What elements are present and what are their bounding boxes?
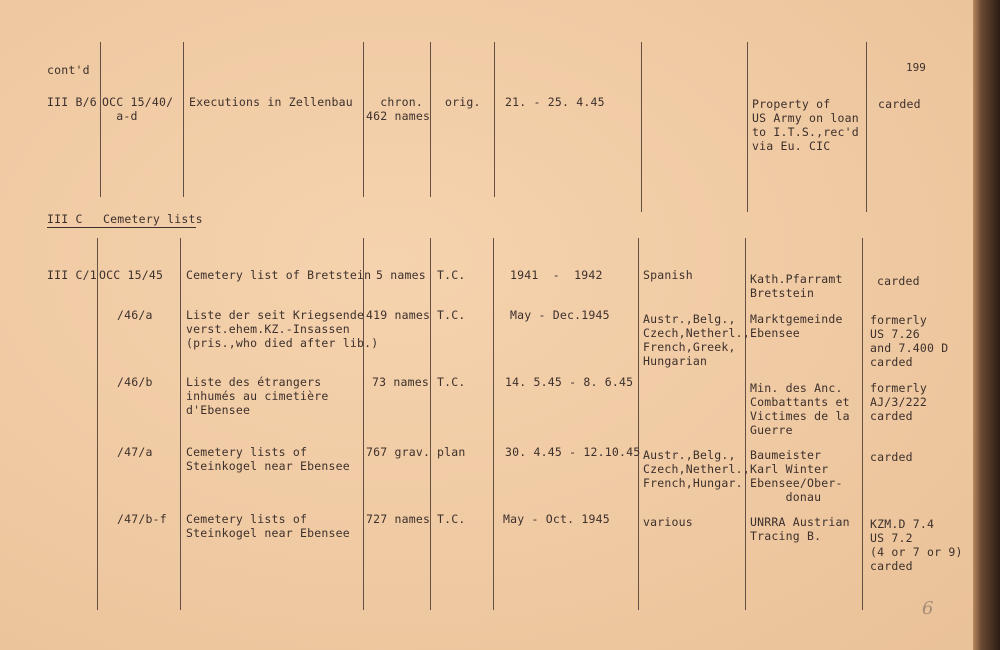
cell-source: Min. des Anc. Combattants et Victimes de la Guerre bbox=[750, 381, 850, 437]
column-rule bbox=[862, 238, 863, 610]
cell-ref: /46/a bbox=[117, 308, 153, 322]
cell-dates: 21. - 25. 4.45 bbox=[505, 95, 605, 109]
column-rule bbox=[97, 238, 98, 610]
cell-extent: 5 names bbox=[376, 268, 426, 282]
column-rule bbox=[745, 238, 746, 610]
cell-ref: OCC 15/40/ a-d bbox=[102, 95, 174, 123]
column-rule bbox=[183, 42, 184, 197]
section-underline bbox=[47, 227, 196, 228]
cell-notes: KZM.D 7.4 US 7.2 (4 or 7 or 9) carded bbox=[870, 517, 963, 573]
handwritten-mark: 6 bbox=[922, 598, 934, 619]
cell-extent: 419 names bbox=[366, 308, 431, 322]
cell-desc: Liste des étrangers inhumés au cimetière d'Ebensee bbox=[186, 375, 329, 417]
cell-lang: Austr.,Belg., Czech,Netherl., French,Greek, Hungarian bbox=[643, 312, 750, 368]
cell-id: III B/6 bbox=[47, 95, 97, 109]
cell-type: T.C. bbox=[437, 308, 466, 322]
cell-dates: 1941 - 1942 bbox=[510, 268, 603, 282]
cell-ref: /47/b-f bbox=[117, 512, 167, 526]
cell-notes: carded bbox=[877, 274, 920, 288]
contd-label: cont'd bbox=[47, 63, 90, 77]
cell-type: T.C. bbox=[437, 375, 466, 389]
cell-extent: 727 names bbox=[366, 512, 431, 526]
column-rule bbox=[493, 238, 494, 610]
column-rule bbox=[866, 42, 867, 212]
cell-desc: Cemetery list of Bretstein bbox=[186, 268, 372, 282]
cell-source: Marktgemeinde Ebensee bbox=[750, 312, 843, 340]
cell-extent: 73 names bbox=[372, 375, 429, 389]
cell-dates: May - Oct. 1945 bbox=[503, 512, 610, 526]
cell-dates: 30. 4.45 - 12.10.45 bbox=[505, 445, 641, 459]
column-rule bbox=[641, 42, 642, 212]
cell-type: orig. bbox=[445, 95, 481, 109]
cell-type: plan bbox=[437, 445, 466, 459]
cell-ref: /46/b bbox=[117, 375, 153, 389]
section-label: III C bbox=[47, 212, 83, 226]
column-rule bbox=[747, 42, 748, 212]
section-title: Cemetery lists bbox=[103, 212, 203, 226]
cell-source: Baumeister Karl Winter Ebensee/Ober- donau bbox=[750, 448, 843, 504]
cell-lang: various bbox=[643, 515, 693, 529]
cell-extent: 767 grav. bbox=[366, 445, 431, 459]
cell-notes: formerly AJ/3/222 carded bbox=[870, 381, 927, 423]
cell-notes: carded bbox=[878, 97, 921, 111]
cell-source: Kath.Pfarramt Bretstein bbox=[750, 272, 843, 300]
cell-desc: Liste der seit Kriegsende verst.ehem.KZ.-Insassen (pris.,who died after lib.) bbox=[186, 308, 379, 350]
cell-ref: OCC 15/45 bbox=[99, 268, 164, 282]
cell-lang: Spanish bbox=[643, 268, 693, 282]
column-rule bbox=[100, 42, 101, 197]
cell-type: T.C. bbox=[437, 268, 466, 282]
column-rule bbox=[494, 42, 495, 197]
cell-desc: Executions in Zellenbau bbox=[189, 95, 353, 109]
cell-notes: formerly US 7.26 and 7.400 D carded bbox=[870, 313, 949, 369]
cell-notes: carded bbox=[870, 450, 913, 464]
cell-source: Property of US Army on loan to I.T.S.,rec'd via Eu. CIC bbox=[752, 97, 859, 153]
cell-desc: Cemetery lists of Steinkogel near Ebensee bbox=[186, 445, 350, 473]
column-rule bbox=[430, 42, 431, 197]
column-rule bbox=[180, 238, 181, 610]
page-number: 199 bbox=[906, 61, 926, 74]
column-rule bbox=[638, 238, 639, 610]
cell-desc: Cemetery lists of Steinkogel near Ebensee bbox=[186, 512, 350, 540]
page-edge bbox=[973, 0, 1000, 650]
cell-lang: Austr.,Belg., Czech,Netherl., French,Hungar. bbox=[643, 448, 750, 490]
cell-id: III C/1 bbox=[47, 268, 97, 282]
column-rule bbox=[363, 238, 364, 610]
column-rule bbox=[363, 42, 364, 197]
column-rule bbox=[430, 238, 431, 610]
cell-source: UNRRA Austrian Tracing B. bbox=[750, 515, 850, 543]
cell-ref: /47/a bbox=[117, 445, 153, 459]
cell-dates: May - Dec.1945 bbox=[510, 308, 610, 322]
cell-dates: 14. 5.45 - 8. 6.45 bbox=[505, 375, 634, 389]
cell-extent: chron. 462 names bbox=[366, 95, 431, 123]
cell-type: T.C. bbox=[437, 512, 466, 526]
